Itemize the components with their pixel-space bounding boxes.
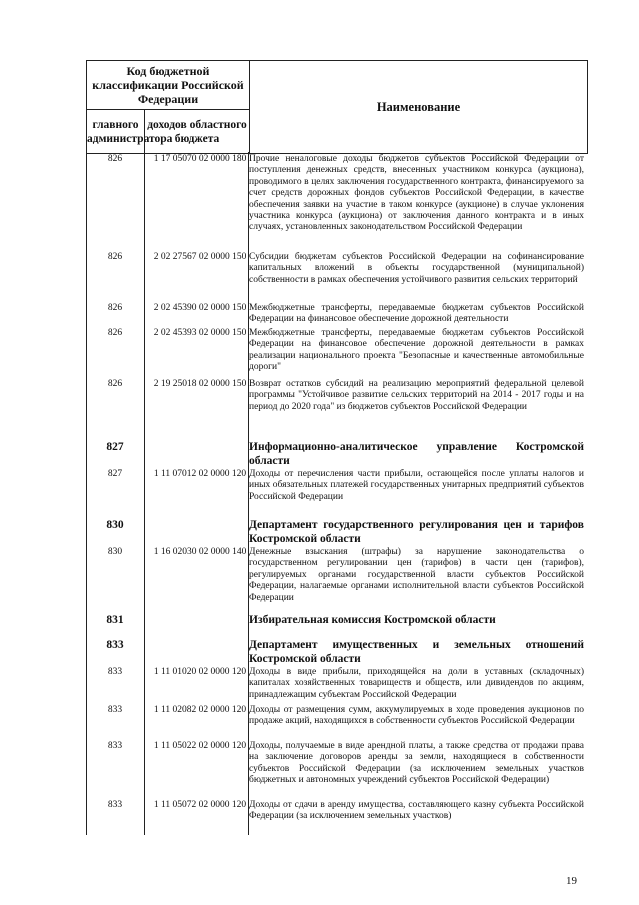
income-code: 2 02 45390 02 0000 150 bbox=[153, 303, 247, 313]
income-code: 2 19 25018 02 0000 150 bbox=[153, 379, 247, 389]
header-income: доходов областного бюджета bbox=[145, 110, 250, 154]
income-code: 2 02 45393 02 0000 150 bbox=[153, 328, 247, 338]
admin-code: 833 bbox=[107, 800, 123, 810]
income-name: Доходы, получаемые в виде арендной платы, а также средства от продажи права на заключение договоров аренды за земли, находящиеся в собственности субъектов Российской Федерации (за исключением земельных участков бюджетных и автономных учреждений субъектов Российской Федерации) bbox=[249, 741, 584, 786]
header-name: Наименование bbox=[250, 61, 588, 154]
page-number: 19 bbox=[566, 875, 577, 887]
admin-code: 833 bbox=[107, 741, 123, 751]
admin-code: 827 bbox=[106, 441, 124, 453]
header-budget-code-group: Код бюджетной классификации Российской Федерации bbox=[87, 61, 250, 110]
admin-code: 827 bbox=[107, 469, 123, 479]
admin-code: 826 bbox=[107, 303, 123, 313]
admin-code: 833 bbox=[107, 705, 123, 715]
admin-code: 831 bbox=[106, 614, 124, 626]
income-code: 1 11 05022 02 0000 120 bbox=[153, 741, 247, 751]
admin-code: 826 bbox=[107, 252, 123, 262]
income-name: Доходы в виде прибыли, приходящейся на доли в уставных (складочных) капиталах хозяйственных товариществ и обществ, или дивидендов по акциям, принадлежащим субъектам Российской Федерации bbox=[249, 667, 584, 700]
admin-code: 830 bbox=[107, 547, 123, 557]
admin-code: 830 bbox=[106, 519, 124, 531]
income-name: Прочие неналоговые доходы бюджетов субъектов Российской Федерации от поступления денежных средств, внесенных участником конкурса (аукциона), проводимого в целях заключения государственного контракта, финансируемого за счет средств дорожных фондов субъектов Российской Федерации, в качестве обеспечения заявки на участие в таком конкурсе (аукционе) в случае уклонения участника конкурса (аукциона) от заключения данного контракта и в иных случаях, установленных законодательством Российской Федерации bbox=[249, 154, 584, 233]
admin-code: 826 bbox=[107, 154, 123, 164]
admin-code: 826 bbox=[107, 379, 123, 389]
table-divider-1 bbox=[144, 152, 145, 835]
admin-code: 826 bbox=[107, 328, 123, 338]
admin-code: 833 bbox=[107, 667, 123, 677]
income-code: 1 17 05070 02 0000 180 bbox=[153, 154, 247, 164]
income-code: 1 11 07012 02 0000 120 bbox=[153, 469, 247, 479]
income-code: 1 16 02030 02 0000 140 bbox=[153, 547, 247, 557]
income-name: Межбюджетные трансферты, передаваемые бюджетам субъектов Российской Федерации на финансовое обеспечение дорожной деятельности в рамках реализации национального проекта "Безопасные и качественные автомобильные дороги" bbox=[249, 328, 584, 373]
header-admin: главного администратора bbox=[87, 110, 145, 154]
income-code: 1 11 02082 02 0000 120 bbox=[153, 705, 247, 715]
section-heading: Департамент государственного регулирования цен и тарифов Костромской области bbox=[249, 519, 584, 545]
income-code: 2 02 27567 02 0000 150 bbox=[153, 252, 247, 262]
table-header bbox=[86, 60, 588, 154]
section-heading: Департамент имущественных и земельных отношений Костромской области bbox=[249, 639, 584, 665]
income-name: Межбюджетные трансферты, передаваемые бюджетам субъектов Российской Федерации на финансовое обеспечение дорожной деятельности bbox=[249, 303, 584, 325]
income-name: Доходы от перечисления части прибыли, остающейся после уплаты налогов и иных обязательных платежей государственных унитарных предприятий субъектов Российской Федерации bbox=[249, 469, 584, 502]
income-code: 1 11 05072 02 0000 120 bbox=[153, 800, 247, 810]
section-heading: Информационно-аналитическое управление Костромской области bbox=[249, 441, 584, 467]
income-name: Доходы от размещения сумм, аккумулируемых в ходе проведения аукционов по продаже акций, находящихся в собственности субъектов Российской Федерации bbox=[249, 705, 584, 727]
income-name: Денежные взыскания (штрафы) за нарушение законодательства о государственном регулировании цен (тарифов) в части цен (тарифов), регулируемых органами государственной власти субъектов Российской Федерации, налагаемые органами исполнительной власти субъектов Российской Федерации bbox=[249, 547, 584, 603]
income-name: Возврат остатков субсидий на реализацию мероприятий федеральной целевой программы "Устойчивое развитие сельских территорий на 2014 - 2017 годы и на период до 2020 года" из бюджетов субъектов Российской Федерации bbox=[249, 379, 584, 412]
section-heading: Избирательная комиссия Костромской области bbox=[249, 614, 496, 626]
admin-code: 833 bbox=[106, 639, 124, 651]
income-code: 1 11 01020 02 0000 120 bbox=[153, 667, 247, 677]
income-name: Доходы от сдачи в аренду имущества, составляющего казну субъекта Российской Федерации (за исключением земельных участков) bbox=[249, 800, 584, 822]
income-name: Субсидии бюджетам субъектов Российской Федерации на софинансирование капитальных вложений в объекты государственной (муниципальной) собственности в рамках обеспечения устойчивого развития сельских территорий bbox=[249, 252, 584, 285]
